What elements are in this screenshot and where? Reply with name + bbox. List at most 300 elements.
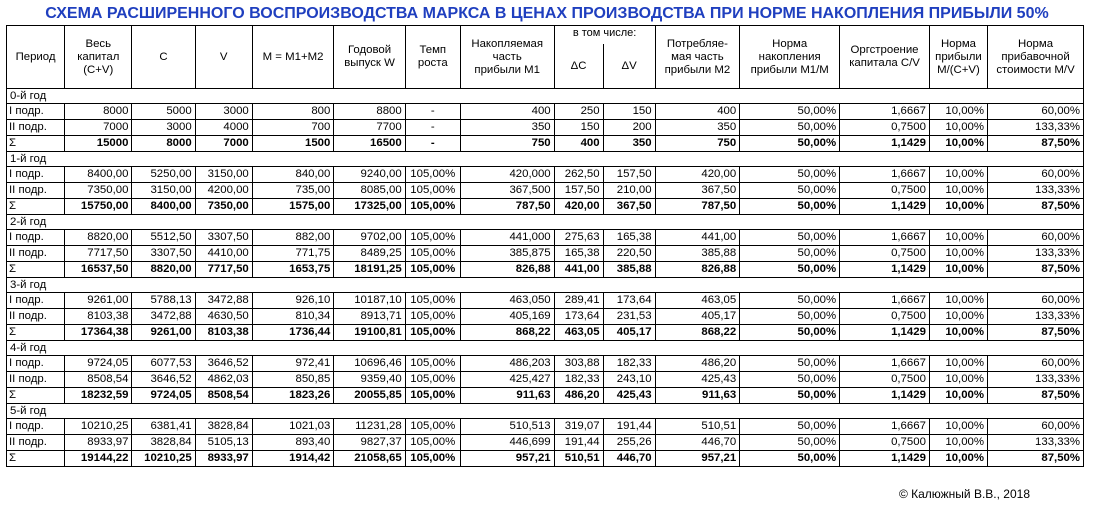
table-cell: - xyxy=(405,136,460,152)
row-label: II подр. xyxy=(7,183,65,199)
table-cell: 9724,05 xyxy=(132,388,195,404)
sum-row xyxy=(7,199,1084,215)
table-cell: 385,88 xyxy=(603,262,655,278)
table-cell: 350 xyxy=(655,120,740,136)
table-cell: 10,00% xyxy=(929,293,987,309)
table-cell: 5788,13 xyxy=(132,293,195,309)
table-cell: 9261,00 xyxy=(65,293,132,309)
table-cell: 10,00% xyxy=(929,435,987,451)
table-cell: 9240,00 xyxy=(334,167,405,183)
table-cell: 1,6667 xyxy=(840,293,930,309)
row-label: I подр. xyxy=(7,356,65,372)
table-cell: 5512,50 xyxy=(132,230,195,246)
table-cell: 250 xyxy=(554,104,603,120)
table-cell: 3000 xyxy=(195,104,252,120)
table-cell: 882,00 xyxy=(252,230,334,246)
table-cell: 8489,25 xyxy=(334,246,405,262)
table-cell: 4000 xyxy=(195,120,252,136)
table-cell: 87,50% xyxy=(988,451,1084,467)
table-cell: 1,1429 xyxy=(840,262,930,278)
table-cell: 220,50 xyxy=(603,246,655,262)
table-cell: 1,1429 xyxy=(840,325,930,341)
table-cell: 463,050 xyxy=(460,293,554,309)
sum-row xyxy=(7,388,1084,404)
header-period: Период xyxy=(7,26,65,89)
table-cell: 10,00% xyxy=(929,230,987,246)
table-cell: 8820,00 xyxy=(132,262,195,278)
table-cell: 3828,84 xyxy=(195,419,252,435)
table-cell: 105,00% xyxy=(405,435,460,451)
sum-row xyxy=(7,262,1084,278)
table-cell: 8085,00 xyxy=(334,183,405,199)
table-cell: 385,875 xyxy=(460,246,554,262)
table-cell: 510,51 xyxy=(554,451,603,467)
table-cell: 50,00% xyxy=(740,230,840,246)
table-cell: 750 xyxy=(655,136,740,152)
table-cell: 9261,00 xyxy=(132,325,195,341)
table-cell: 150 xyxy=(603,104,655,120)
table-cell: 10,00% xyxy=(929,262,987,278)
table-cell: 441,00 xyxy=(554,262,603,278)
table-cell: 868,22 xyxy=(460,325,554,341)
table-cell: 911,63 xyxy=(460,388,554,404)
row-label: I подр. xyxy=(7,230,65,246)
table-cell: 262,50 xyxy=(554,167,603,183)
table-cell: 105,00% xyxy=(405,293,460,309)
table-cell: 425,427 xyxy=(460,372,554,388)
header-consumed-profit: Потребляе- мая часть прибыли M2 xyxy=(655,26,740,89)
table-cell: 10,00% xyxy=(929,246,987,262)
table-cell: 105,00% xyxy=(405,451,460,467)
table-cell: 105,00% xyxy=(405,167,460,183)
table-cell: 3307,50 xyxy=(195,230,252,246)
table-cell: 10210,25 xyxy=(65,419,132,435)
table-cell: 8933,97 xyxy=(65,435,132,451)
row-label: I подр. xyxy=(7,104,65,120)
table-cell: - xyxy=(405,104,460,120)
table-cell: 7350,00 xyxy=(195,199,252,215)
table-cell: 405,17 xyxy=(603,325,655,341)
table-cell: 5105,13 xyxy=(195,435,252,451)
table-cell: 868,22 xyxy=(655,325,740,341)
table-cell: 10696,46 xyxy=(334,356,405,372)
row-label: Σ xyxy=(7,388,65,404)
table-cell: 510,51 xyxy=(655,419,740,435)
header-m: M = M1+M2 xyxy=(252,26,334,89)
table-cell: 50,00% xyxy=(740,435,840,451)
row-label: II подр. xyxy=(7,120,65,136)
sum-row xyxy=(7,136,1084,152)
table-cell: 50,00% xyxy=(740,183,840,199)
table-cell: 9359,40 xyxy=(334,372,405,388)
table-cell: 50,00% xyxy=(740,167,840,183)
table-cell: 3828,84 xyxy=(132,435,195,451)
year-header-row xyxy=(7,89,1084,104)
table-cell: 10210,25 xyxy=(132,451,195,467)
table-cell: 165,38 xyxy=(554,246,603,262)
table-cell: 1,1429 xyxy=(840,388,930,404)
table-cell: 3150,00 xyxy=(195,167,252,183)
table-cell: 7700 xyxy=(334,120,405,136)
table-cell: 10,00% xyxy=(929,451,987,467)
table-cell: 10,00% xyxy=(929,419,987,435)
table-cell: 771,75 xyxy=(252,246,334,262)
table-cell: 0,7500 xyxy=(840,183,930,199)
table-cell: 5250,00 xyxy=(132,167,195,183)
year-label: 2-й год xyxy=(7,215,1084,230)
row-label: Σ xyxy=(7,325,65,341)
table-cell: 50,00% xyxy=(740,262,840,278)
table-cell: 367,50 xyxy=(603,199,655,215)
table-cell: 157,50 xyxy=(603,167,655,183)
table-cell: 3150,00 xyxy=(132,183,195,199)
table-cell: 7717,50 xyxy=(65,246,132,262)
table-cell: 400 xyxy=(554,136,603,152)
table-cell: 7350,00 xyxy=(65,183,132,199)
table-cell: 400 xyxy=(655,104,740,120)
table-cell: 9827,37 xyxy=(334,435,405,451)
table-cell: 18191,25 xyxy=(334,262,405,278)
table-row xyxy=(7,419,1084,435)
table-cell: 1,6667 xyxy=(840,167,930,183)
table-cell: 787,50 xyxy=(655,199,740,215)
table-cell: 8800 xyxy=(334,104,405,120)
table-cell: 17364,38 xyxy=(65,325,132,341)
table-cell: 50,00% xyxy=(740,419,840,435)
table-cell: 957,21 xyxy=(460,451,554,467)
table-cell: 8508,54 xyxy=(195,388,252,404)
table-cell: 826,88 xyxy=(460,262,554,278)
table-cell: 1,1429 xyxy=(840,451,930,467)
sum-row xyxy=(7,451,1084,467)
table-cell: 105,00% xyxy=(405,246,460,262)
table-cell: 7000 xyxy=(195,136,252,152)
table-cell: 231,53 xyxy=(603,309,655,325)
table-cell: 4630,50 xyxy=(195,309,252,325)
header-total-capital: Весь капитал (C+V) xyxy=(65,26,132,89)
table-cell: 405,17 xyxy=(655,309,740,325)
year-label: 1-й год xyxy=(7,152,1084,167)
table-cell: 60,00% xyxy=(988,293,1084,309)
table-cell: - xyxy=(405,120,460,136)
table-cell: 8103,38 xyxy=(65,309,132,325)
table-cell: 0,7500 xyxy=(840,309,930,325)
table-cell: 8400,00 xyxy=(132,199,195,215)
table-cell: 105,00% xyxy=(405,356,460,372)
year-header-row xyxy=(7,341,1084,356)
table-cell: 275,63 xyxy=(554,230,603,246)
header-accumulation-rate: Норма накопления прибыли M1/M xyxy=(740,26,840,89)
table-cell: 10,00% xyxy=(929,199,987,215)
table-cell: 1,1429 xyxy=(840,136,930,152)
row-label: Σ xyxy=(7,136,65,152)
year-label: 4-й год xyxy=(7,341,1084,356)
table-cell: 105,00% xyxy=(405,372,460,388)
table-cell: 486,20 xyxy=(655,356,740,372)
table-cell: 10,00% xyxy=(929,104,987,120)
table-cell: 60,00% xyxy=(988,419,1084,435)
copyright-note: © Калюжный В.В., 2018 xyxy=(898,487,1030,501)
table-cell: 840,00 xyxy=(252,167,334,183)
table-cell: 191,44 xyxy=(603,419,655,435)
table-cell: 446,70 xyxy=(655,435,740,451)
header-delta-v: ΔV xyxy=(603,44,655,89)
table-row xyxy=(7,293,1084,309)
table-cell: 4410,00 xyxy=(195,246,252,262)
table-cell: 173,64 xyxy=(554,309,603,325)
table-cell: 1,6667 xyxy=(840,419,930,435)
table-cell: 8103,38 xyxy=(195,325,252,341)
table-cell: 926,10 xyxy=(252,293,334,309)
table-cell: 50,00% xyxy=(740,293,840,309)
row-label: Σ xyxy=(7,451,65,467)
table-cell: 10,00% xyxy=(929,309,987,325)
year-header-row xyxy=(7,278,1084,293)
table-cell: 1575,00 xyxy=(252,199,334,215)
table-cell: 10,00% xyxy=(929,388,987,404)
table-cell: 60,00% xyxy=(988,356,1084,372)
table-cell: 1914,42 xyxy=(252,451,334,467)
table-cell: 6077,53 xyxy=(132,356,195,372)
table-cell: 191,44 xyxy=(554,435,603,451)
table-cell: 150 xyxy=(554,120,603,136)
table-cell: 87,50% xyxy=(988,262,1084,278)
table-cell: 441,00 xyxy=(655,230,740,246)
table-cell: 350 xyxy=(460,120,554,136)
table-cell: 446,699 xyxy=(460,435,554,451)
table-cell: 182,33 xyxy=(554,372,603,388)
row-label: I подр. xyxy=(7,167,65,183)
table-cell: 105,00% xyxy=(405,199,460,215)
table-cell: 10,00% xyxy=(929,167,987,183)
table-cell: 10,00% xyxy=(929,136,987,152)
table-cell: 10,00% xyxy=(929,356,987,372)
table-cell: 4200,00 xyxy=(195,183,252,199)
table-cell: 446,70 xyxy=(603,451,655,467)
table-row xyxy=(7,372,1084,388)
table-cell: 105,00% xyxy=(405,309,460,325)
table-cell: 105,00% xyxy=(405,230,460,246)
table-cell: 7717,50 xyxy=(195,262,252,278)
header-c: C xyxy=(132,26,195,89)
table-cell: 11231,28 xyxy=(334,419,405,435)
year-label: 3-й год xyxy=(7,278,1084,293)
table-cell: 105,00% xyxy=(405,262,460,278)
table-cell: 200 xyxy=(603,120,655,136)
table-cell: 1,6667 xyxy=(840,356,930,372)
table-cell: 19100,81 xyxy=(334,325,405,341)
table-row xyxy=(7,104,1084,120)
table-cell: 420,00 xyxy=(655,167,740,183)
table-cell: 0,7500 xyxy=(840,435,930,451)
table-cell: 16500 xyxy=(334,136,405,152)
table-cell: 893,40 xyxy=(252,435,334,451)
table-cell: 10,00% xyxy=(929,325,987,341)
table-cell: 15750,00 xyxy=(65,199,132,215)
table-cell: 243,10 xyxy=(603,372,655,388)
table-cell: 405,169 xyxy=(460,309,554,325)
header-including: в том числе: xyxy=(554,26,655,45)
sum-row xyxy=(7,325,1084,341)
header-delta-c: ΔC xyxy=(554,44,603,89)
row-label: II подр. xyxy=(7,372,65,388)
table-cell: 60,00% xyxy=(988,104,1084,120)
reproduction-table xyxy=(6,25,1084,467)
table-cell: 463,05 xyxy=(655,293,740,309)
table-cell: 50,00% xyxy=(740,309,840,325)
table-cell: 50,00% xyxy=(740,246,840,262)
table-cell: 50,00% xyxy=(740,372,840,388)
table-cell: 182,33 xyxy=(603,356,655,372)
table-cell: 9724,05 xyxy=(65,356,132,372)
table-cell: 105,00% xyxy=(405,183,460,199)
table-cell: 8933,97 xyxy=(195,451,252,467)
table-cell: 87,50% xyxy=(988,199,1084,215)
table-cell: 133,33% xyxy=(988,309,1084,325)
table-body xyxy=(7,89,1084,467)
table-cell: 60,00% xyxy=(988,230,1084,246)
table-cell: 8400,00 xyxy=(65,167,132,183)
table-cell: 510,513 xyxy=(460,419,554,435)
header-annual-output: Годовой выпуск W xyxy=(334,26,405,89)
table-cell: 105,00% xyxy=(405,388,460,404)
table-cell: 486,203 xyxy=(460,356,554,372)
table-cell: 367,500 xyxy=(460,183,554,199)
table-cell: 10,00% xyxy=(929,372,987,388)
table-cell: 385,88 xyxy=(655,246,740,262)
table-row xyxy=(7,167,1084,183)
table-cell: 50,00% xyxy=(740,451,840,467)
table-cell: 10187,10 xyxy=(334,293,405,309)
table-cell: 1,1429 xyxy=(840,199,930,215)
table-cell: 750 xyxy=(460,136,554,152)
table-cell: 850,85 xyxy=(252,372,334,388)
table-row xyxy=(7,309,1084,325)
table-cell: 21058,65 xyxy=(334,451,405,467)
table-cell: 3472,88 xyxy=(195,293,252,309)
table-row xyxy=(7,183,1084,199)
table-cell: 50,00% xyxy=(740,388,840,404)
table-cell: 133,33% xyxy=(988,183,1084,199)
table-cell: 16537,50 xyxy=(65,262,132,278)
table-cell: 1021,03 xyxy=(252,419,334,435)
table-cell: 133,33% xyxy=(988,372,1084,388)
table-cell: 400 xyxy=(460,104,554,120)
table-cell: 9702,00 xyxy=(334,230,405,246)
table-cell: 50,00% xyxy=(740,136,840,152)
table-cell: 50,00% xyxy=(740,199,840,215)
table-cell: 3646,52 xyxy=(132,372,195,388)
table-cell: 1653,75 xyxy=(252,262,334,278)
table-cell: 441,000 xyxy=(460,230,554,246)
table-cell: 60,00% xyxy=(988,167,1084,183)
table-cell: 1,6667 xyxy=(840,104,930,120)
table-cell: 8000 xyxy=(65,104,132,120)
table-cell: 17325,00 xyxy=(334,199,405,215)
table-cell: 7000 xyxy=(65,120,132,136)
row-label: I подр. xyxy=(7,419,65,435)
table-cell: 50,00% xyxy=(740,356,840,372)
year-label: 0-й год xyxy=(7,89,1084,104)
table-cell: 800 xyxy=(252,104,334,120)
table-cell: 3646,52 xyxy=(195,356,252,372)
table-cell: 0,7500 xyxy=(840,120,930,136)
header-surplus-rate: Норма прибавочной стоимости M/V xyxy=(988,26,1084,89)
table-cell: 133,33% xyxy=(988,435,1084,451)
table-cell: 87,50% xyxy=(988,136,1084,152)
table-cell: 19144,22 xyxy=(65,451,132,467)
header-accumulated-profit: Накопляемая часть прибыли M1 xyxy=(460,26,554,89)
table-cell: 87,50% xyxy=(988,388,1084,404)
table-cell: 486,20 xyxy=(554,388,603,404)
header-profit-rate: Норма прибыли M/(C+V) xyxy=(929,26,987,89)
table-cell: 10,00% xyxy=(929,120,987,136)
table-cell: 8913,71 xyxy=(334,309,405,325)
table-cell: 826,88 xyxy=(655,262,740,278)
table-cell: 4862,03 xyxy=(195,372,252,388)
table-cell: 787,50 xyxy=(460,199,554,215)
table-cell: 420,000 xyxy=(460,167,554,183)
table-row xyxy=(7,435,1084,451)
table-cell: 105,00% xyxy=(405,325,460,341)
table-cell: 972,41 xyxy=(252,356,334,372)
table-cell: 10,00% xyxy=(929,183,987,199)
year-header-row xyxy=(7,215,1084,230)
table-cell: 8000 xyxy=(132,136,195,152)
table-cell: 350 xyxy=(603,136,655,152)
table-cell: 173,64 xyxy=(603,293,655,309)
table-cell: 255,26 xyxy=(603,435,655,451)
table-cell: 50,00% xyxy=(740,120,840,136)
year-header-row xyxy=(7,404,1084,419)
table-cell: 367,50 xyxy=(655,183,740,199)
table-cell: 0,7500 xyxy=(840,372,930,388)
table-cell: 133,33% xyxy=(988,246,1084,262)
table-cell: 15000 xyxy=(65,136,132,152)
sheet-title: СХЕМА РАСШИРЕННОГО ВОСПРОИЗВОДСТВА МАРКСА В ЦЕНАХ ПРОИЗВОДСТВА ПРИ НОРМЕ НАКОПЛЕНИЯ ПРИБЫЛИ 50% xyxy=(45,5,1049,22)
table-cell: 18232,59 xyxy=(65,388,132,404)
table-row xyxy=(7,246,1084,262)
table-cell: 911,63 xyxy=(655,388,740,404)
table-cell: 105,00% xyxy=(405,419,460,435)
table-cell: 303,88 xyxy=(554,356,603,372)
table-cell: 0,7500 xyxy=(840,246,930,262)
table-cell: 463,05 xyxy=(554,325,603,341)
table-cell: 319,07 xyxy=(554,419,603,435)
table-cell: 735,00 xyxy=(252,183,334,199)
table-cell: 700 xyxy=(252,120,334,136)
table-cell: 5000 xyxy=(132,104,195,120)
table-cell: 1823,26 xyxy=(252,388,334,404)
table-cell: 8508,54 xyxy=(65,372,132,388)
year-label: 5-й год xyxy=(7,404,1084,419)
table-row xyxy=(7,230,1084,246)
row-label: II подр. xyxy=(7,435,65,451)
table-cell: 1,6667 xyxy=(840,230,930,246)
row-label: II подр. xyxy=(7,246,65,262)
row-label: Σ xyxy=(7,199,65,215)
header-v: V xyxy=(195,26,252,89)
table-cell: 8820,00 xyxy=(65,230,132,246)
table-cell: 50,00% xyxy=(740,325,840,341)
table-cell: 133,33% xyxy=(988,120,1084,136)
row-label: II подр. xyxy=(7,309,65,325)
table-cell: 3472,88 xyxy=(132,309,195,325)
header-growth-rate: Темп роста xyxy=(405,26,460,89)
table-row xyxy=(7,120,1084,136)
year-header-row xyxy=(7,152,1084,167)
table-cell: 3307,50 xyxy=(132,246,195,262)
